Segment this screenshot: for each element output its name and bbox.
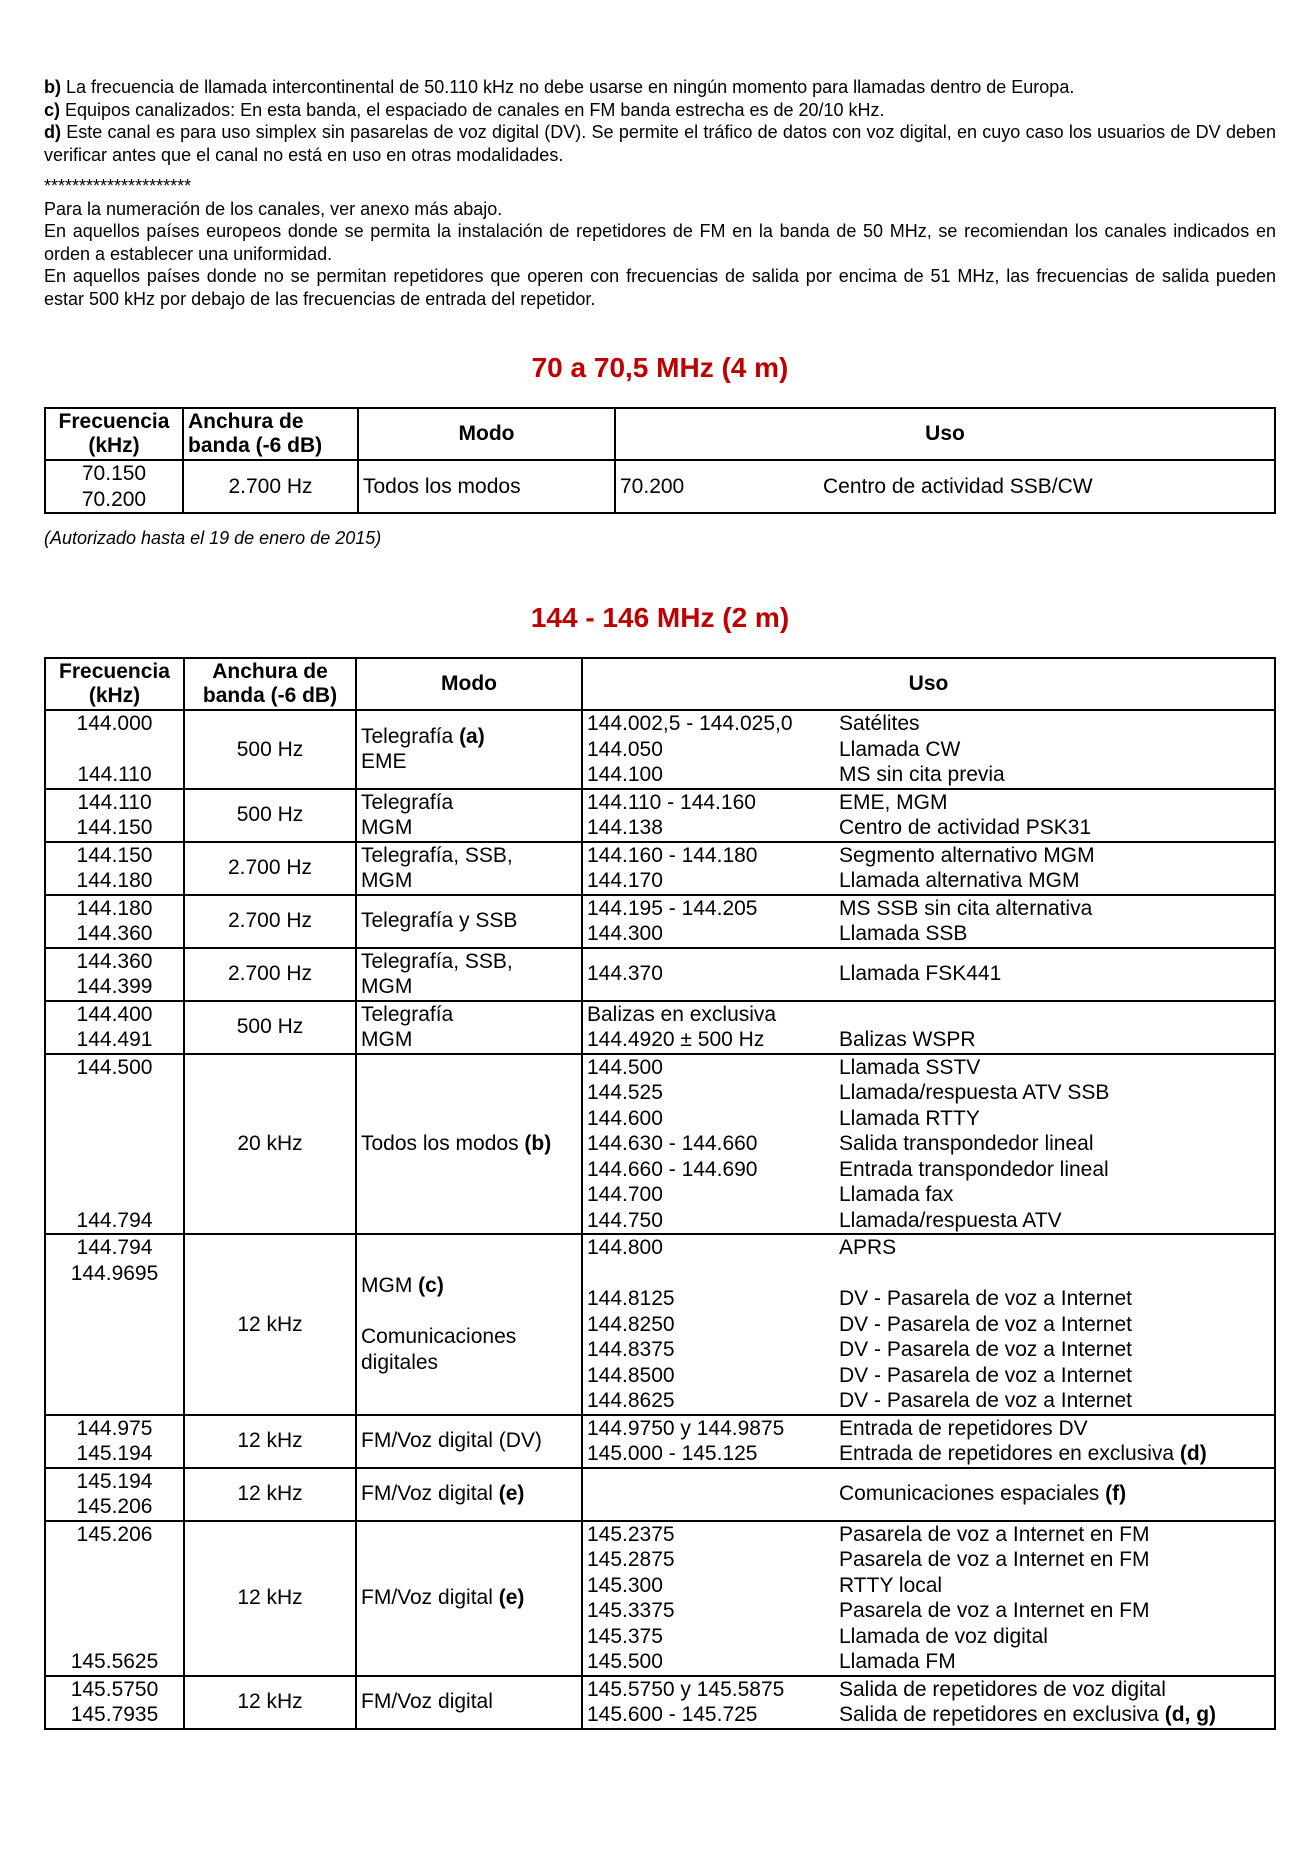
freq-value: 144.360	[76, 922, 153, 945]
uso-frequency: 144.100	[587, 763, 663, 786]
uso-description: Segmento alternativo MGM	[839, 843, 1095, 867]
table-row	[45, 948, 1275, 1001]
uso-frequency: 144.525	[587, 1081, 663, 1104]
uso-description	[839, 1002, 1270, 1028]
uso-line	[587, 1027, 1270, 1053]
uso-cell	[582, 1468, 1275, 1521]
mode-cell	[356, 1415, 582, 1468]
header-bw: Anchura de banda (-6 dB)	[183, 408, 358, 460]
band-4m-title: 70 a 70,5 MHz (4 m)	[531, 352, 789, 383]
mode-line: Telegrafía	[361, 1002, 454, 1026]
uso-frequency: 144.600	[587, 1106, 663, 1130]
uso-description: Pasarela de voz a Internet en FM	[839, 1548, 1150, 1571]
uso-description: Salida transpondedor lineal	[839, 1132, 1094, 1155]
uso-frequency: 145.000 - 145.125	[587, 1442, 758, 1465]
freq-value	[50, 1573, 179, 1599]
freq-value: 144.110	[77, 763, 152, 786]
freq-cell	[45, 1415, 184, 1468]
mode-cell	[356, 1468, 582, 1521]
freq-cell	[45, 1676, 184, 1729]
uso-frequency: 145.2875	[587, 1548, 675, 1571]
mode-cell	[356, 948, 582, 1001]
paragraph-output: En aquellos países donde no se permitan repetidores que operen con frecuencias de salida por encima de 51 MHz, las frecuencias de salida pueden estar 500 kHz por debajo de las frecuencias de entrada del repetidor.	[44, 266, 1276, 309]
uso-line	[587, 1157, 1270, 1183]
note-b: b) La frecuencia de llamada intercontinental de 50.110 kHz no debe usarse en ningún momento para llamadas dentro de Europa.	[44, 77, 1075, 97]
mode-line: Comunicaciones	[361, 1325, 517, 1349]
uso-frequency: 145.375	[587, 1624, 663, 1648]
uso-frequency: 144.800	[587, 1236, 663, 1259]
uso-frequency: 144.195 - 144.205	[587, 896, 758, 920]
uso-description: Entrada de repetidores DV	[839, 1416, 1088, 1440]
table-row	[45, 789, 1275, 842]
header-bw: Anchura de banda (-6 dB)	[184, 658, 356, 710]
uso-description: MS sin cita previa	[839, 763, 1005, 786]
freq-value: 144.400	[76, 1002, 153, 1026]
uso-line	[587, 1702, 1270, 1728]
uso-frequency: 145.300	[587, 1573, 663, 1597]
mode-line: MGM	[361, 816, 413, 839]
note-d: d) Este canal es para uso simplex sin pasarelas de voz digital (DV). Se permite el tráfico de datos con voz digital, en cuyo caso los usuarios de DV deben verificar antes que el canal no está en uso en otras modalidades.	[44, 122, 1276, 165]
mode-line: Telegrafía	[361, 790, 454, 814]
mode-cell	[356, 1234, 582, 1415]
freq-value: 144.150	[76, 816, 153, 839]
note-c: c) Equipos canalizados: En esta banda, el espaciado de canales en FM banda estrecha es de 20/10 kHz.	[44, 99, 885, 120]
mode-cell	[356, 1521, 582, 1676]
mode-cell	[356, 1054, 582, 1235]
uso-description: Llamada FM	[839, 1650, 956, 1673]
freq-value: 144.500	[76, 1055, 153, 1079]
uso-description: Pasarela de voz a Internet en FM	[839, 1522, 1150, 1546]
uso-description: Salida de repetidores en exclusiva (d, g)	[839, 1703, 1217, 1726]
uso-line	[587, 1182, 1270, 1208]
uso-frequency: 144.8500	[587, 1363, 675, 1387]
uso-line	[587, 1573, 1270, 1599]
bw-cell: 12 kHz	[184, 1234, 356, 1415]
freq-cell	[45, 895, 184, 948]
header-freq: Frecuencia (kHz)	[45, 658, 184, 710]
uso-description: MS SSB sin cita alternativa	[839, 896, 1093, 920]
mode-line: EME	[361, 750, 407, 774]
paragraph-numbering: Para la numeración de los canales, ver anexo más abajo.	[44, 198, 503, 219]
header-uso: Uso	[615, 408, 1275, 460]
uso-frequency: Balizas en exclusiva	[587, 1002, 777, 1026]
uso-line	[587, 1677, 1270, 1703]
uso-line	[587, 1649, 1270, 1675]
freq-value: 145.194	[76, 1442, 153, 1465]
uso-description: EME, MGM	[839, 790, 948, 814]
uso-line	[587, 843, 1270, 869]
uso-cell	[582, 948, 1275, 1001]
bw-cell: 12 kHz	[184, 1676, 356, 1729]
uso-cell	[582, 1415, 1275, 1468]
uso-description: Pasarela de voz a Internet en FM	[839, 1599, 1150, 1622]
uso-frequency: 144.300	[587, 922, 663, 945]
freq-cell	[45, 1234, 184, 1415]
uso-cell	[582, 1234, 1275, 1415]
freq-value: 144.180	[76, 869, 153, 892]
freq-value: 144.794	[76, 1208, 153, 1232]
uso-description: Entrada de repetidores en exclusiva (d)	[839, 1442, 1207, 1465]
uso-line	[587, 868, 1270, 894]
mode-line: FM/Voz digital (e)	[361, 1586, 525, 1610]
bw-cell: 12 kHz	[184, 1468, 356, 1521]
freq-value: 144.110	[77, 790, 152, 814]
mode-cell	[356, 1676, 582, 1729]
uso-frequency: 144.8250	[587, 1312, 675, 1336]
uso-line	[587, 1106, 1270, 1132]
table-row	[45, 1521, 1275, 1676]
band-4m-row	[45, 460, 1275, 513]
uso-cell	[582, 895, 1275, 948]
uso-description: DV - Pasarela de voz a Internet	[839, 1389, 1132, 1412]
mode-line: Todos los modos (b)	[361, 1132, 552, 1155]
authorization-note: (Autorizado hasta el 19 de enero de 2015)	[44, 528, 382, 548]
uso-description: Entrada transpondedor lineal	[839, 1157, 1109, 1181]
uso-line	[587, 1388, 1270, 1414]
uso-cell	[582, 842, 1275, 895]
notes	[44, 76, 1276, 310]
uso-description: Llamada SSTV	[839, 1055, 981, 1079]
uso-description: DV - Pasarela de voz a Internet	[839, 1338, 1132, 1361]
freq-value: 144.975	[76, 1416, 153, 1440]
uso-line	[587, 711, 1270, 737]
uso-line	[587, 762, 1270, 788]
mode-line: MGM (c)	[361, 1274, 444, 1298]
uso-description: Llamada alternativa MGM	[839, 869, 1080, 892]
table-row	[45, 1001, 1275, 1054]
freq-value: 145.5750	[70, 1677, 159, 1701]
mode-line: MGM	[361, 1028, 413, 1051]
uso-frequency: 145.600 - 145.725	[587, 1703, 758, 1726]
uso-description: Salida de repetidores de voz digital	[839, 1677, 1166, 1701]
band-2m-title: 144 - 146 MHz (2 m)	[530, 602, 790, 633]
freq-value: 145.7935	[70, 1703, 159, 1726]
freq-value: 144.360	[76, 949, 153, 973]
freq-value	[50, 1157, 179, 1183]
freq-value	[50, 1624, 179, 1650]
uso-frequency: 145.500	[587, 1650, 663, 1673]
table-row	[45, 1234, 1275, 1415]
uso-line	[587, 790, 1270, 816]
mode-line	[361, 1299, 577, 1325]
freq-value	[50, 1547, 179, 1573]
freq-value	[50, 1080, 179, 1106]
bw-cell: 2.700 Hz	[183, 460, 358, 513]
uso-line	[587, 1624, 1270, 1650]
bw-cell: 500 Hz	[184, 789, 356, 842]
bw-cell: 20 kHz	[184, 1054, 356, 1235]
uso-frequency: 144.370	[587, 962, 663, 986]
mode-cell	[356, 789, 582, 842]
uso-frequency: 144.170	[587, 869, 663, 892]
freq-value: 144.399	[76, 975, 153, 998]
bw-cell: 500 Hz	[184, 710, 356, 789]
uso-line	[587, 1312, 1270, 1338]
band-2m-table	[44, 657, 1276, 1730]
uso-description: Llamada RTTY	[839, 1106, 980, 1130]
uso-line	[587, 1337, 1270, 1363]
freq-value	[50, 1182, 179, 1208]
uso-frequency: 144.4920 ± 500 Hz	[587, 1028, 765, 1051]
mode-line: MGM	[361, 869, 413, 892]
uso-frequency: 144.660 - 144.690	[587, 1157, 758, 1181]
table-row	[45, 842, 1275, 895]
uso-line	[587, 1363, 1270, 1389]
mode-line: Telegrafía, SSB,	[361, 843, 513, 867]
uso-line	[587, 1261, 1270, 1287]
uso-line	[587, 1416, 1270, 1442]
mode-line: Telegrafía (a)	[361, 724, 485, 748]
mode-line: MGM	[361, 975, 413, 998]
table-row	[45, 710, 1275, 789]
bw-cell: 12 kHz	[184, 1415, 356, 1468]
uso-description: Llamada de voz digital	[839, 1624, 1048, 1648]
bw-cell: 500 Hz	[184, 1001, 356, 1054]
uso-frequency: 144.750	[587, 1208, 663, 1232]
header-mode: Modo	[358, 408, 615, 460]
bw-cell: 2.700 Hz	[184, 842, 356, 895]
freq-value	[50, 1598, 179, 1624]
uso-description: Centro de actividad PSK31	[839, 816, 1092, 839]
uso-description: Comunicaciones espaciales (f)	[839, 1482, 1127, 1506]
freq-value: 144.491	[76, 1028, 153, 1051]
table-row	[45, 1468, 1275, 1521]
mode-line: FM/Voz digital (e)	[361, 1482, 525, 1506]
uso-frequency	[587, 1481, 839, 1507]
bw-cell: 2.700 Hz	[184, 895, 356, 948]
uso-line	[587, 921, 1270, 947]
uso-frequency: 144.8625	[587, 1389, 675, 1412]
uso-description: Llamada fax	[839, 1183, 954, 1206]
uso-cell	[582, 1676, 1275, 1729]
uso-frequency: 144.050	[587, 737, 663, 761]
freq-value: 145.206	[76, 1495, 153, 1518]
uso-line	[587, 1080, 1270, 1106]
freq-cell	[45, 948, 184, 1001]
uso-description: Satélites	[839, 712, 920, 735]
uso-line	[587, 1235, 1270, 1261]
band-2m-header-row	[45, 658, 1275, 710]
separator-stars: *********************	[44, 176, 192, 196]
freq-cell	[45, 842, 184, 895]
freq-cell	[45, 1521, 184, 1676]
freq-value: 144.794	[76, 1236, 153, 1259]
freq-value	[50, 1131, 179, 1157]
mode-cell	[356, 895, 582, 948]
uso-line	[587, 1002, 1270, 1028]
uso-line	[587, 1286, 1270, 1312]
uso-description: Llamada SSB	[839, 922, 968, 945]
uso-frequency: 145.5750 y 145.5875	[587, 1677, 785, 1701]
uso-description: DV - Pasarela de voz a Internet	[839, 1287, 1132, 1310]
uso-line	[587, 1131, 1270, 1157]
uso-frequency: 144.138	[587, 816, 663, 839]
uso-description: DV - Pasarela de voz a Internet	[839, 1312, 1132, 1336]
freq-value: 145.194	[76, 1469, 153, 1493]
paragraph-repeaters: En aquellos países europeos donde se permita la instalación de repetidores de FM en la banda de 50 MHz, se recomiendan los canales indicados en orden a establecer una uniformidad.	[44, 221, 1276, 264]
freq-value	[50, 1106, 179, 1132]
freq-value	[50, 737, 179, 763]
band-4m-table	[44, 407, 1276, 514]
uso-line	[587, 737, 1270, 763]
freq-value: 144.180	[76, 896, 153, 920]
uso-line	[587, 1547, 1270, 1573]
uso-frequency: 144.8375	[587, 1338, 675, 1361]
uso-line	[587, 896, 1270, 922]
mode-line: Telegrafía, SSB,	[361, 949, 513, 973]
uso-line	[587, 1598, 1270, 1624]
table-row	[45, 1676, 1275, 1729]
band-4m-header-row	[45, 408, 1275, 460]
header-freq: Frecuencia (kHz)	[45, 408, 183, 460]
freq-value: 145.206	[76, 1522, 153, 1546]
uso-cell	[582, 1521, 1275, 1676]
freq-value: 144.9695	[70, 1261, 159, 1285]
mode-cell	[356, 1001, 582, 1054]
mode-line: FM/Voz digital	[361, 1690, 493, 1714]
header-mode: Modo	[356, 658, 582, 710]
uso-frequency: 144.110 - 144.160	[587, 790, 756, 814]
uso-description: Llamada CW	[839, 737, 961, 761]
freq-cell: 70.150 70.200	[45, 460, 183, 513]
freq-value: 144.000	[76, 712, 153, 735]
uso-frequency: 144.630 - 144.660	[587, 1132, 758, 1155]
uso-frequency: 144.002,5 - 144.025,0	[587, 712, 793, 735]
freq-value: 145.5625	[70, 1650, 159, 1673]
freq-value: 144.150	[76, 843, 153, 867]
uso-description: Llamada/respuesta ATV	[839, 1208, 1062, 1232]
uso-frequency: 145.3375	[587, 1599, 675, 1622]
uso-line	[587, 1441, 1270, 1467]
uso-line	[587, 1208, 1270, 1234]
uso-description: RTTY local	[839, 1573, 943, 1597]
uso-frequency: 144.160 - 144.180	[587, 843, 758, 867]
uso-line	[587, 1481, 1270, 1507]
uso-frequency: 144.500	[587, 1055, 663, 1079]
mode-cell: Todos los modos	[358, 460, 615, 513]
mode-cell	[356, 710, 582, 789]
uso-frequency: 144.700	[587, 1183, 663, 1206]
table-row	[45, 1415, 1275, 1468]
uso-description: APRS	[839, 1236, 897, 1259]
uso-cell	[582, 789, 1275, 842]
uso-cell	[582, 1001, 1275, 1054]
mode-line: FM/Voz digital (DV)	[361, 1429, 542, 1453]
freq-cell	[45, 710, 184, 789]
freq-cell	[45, 1001, 184, 1054]
table-row	[45, 895, 1275, 948]
freq-cell	[45, 789, 184, 842]
uso-frequency: 145.2375	[587, 1522, 675, 1546]
uso-frequency: 144.8125	[587, 1287, 675, 1310]
mode-cell	[356, 842, 582, 895]
page	[44, 76, 1276, 1730]
bw-cell: 12 kHz	[184, 1521, 356, 1676]
uso-line: 70.200 Centro de actividad SSB/CW	[620, 474, 1093, 498]
uso-line	[587, 1522, 1270, 1548]
uso-line	[587, 1055, 1270, 1081]
freq-cell	[45, 1054, 184, 1235]
table-row	[45, 1054, 1275, 1235]
mode-line: digitales	[361, 1350, 439, 1374]
uso-cell	[582, 710, 1275, 789]
bw-cell: 2.700 Hz	[184, 948, 356, 1001]
uso-cell	[615, 460, 1275, 513]
mode-line: Telegrafía y SSB	[361, 909, 518, 933]
uso-cell	[582, 1054, 1275, 1235]
uso-line	[587, 961, 1270, 987]
uso-description: Llamada/respuesta ATV SSB	[839, 1081, 1110, 1104]
uso-description: Balizas WSPR	[839, 1028, 976, 1051]
uso-description: Llamada FSK441	[839, 962, 1002, 986]
uso-frequency: 144.9750 y 144.9875	[587, 1416, 785, 1440]
freq-cell	[45, 1468, 184, 1521]
uso-line	[587, 815, 1270, 841]
header-uso: Uso	[582, 658, 1275, 710]
uso-description: DV - Pasarela de voz a Internet	[839, 1363, 1132, 1387]
